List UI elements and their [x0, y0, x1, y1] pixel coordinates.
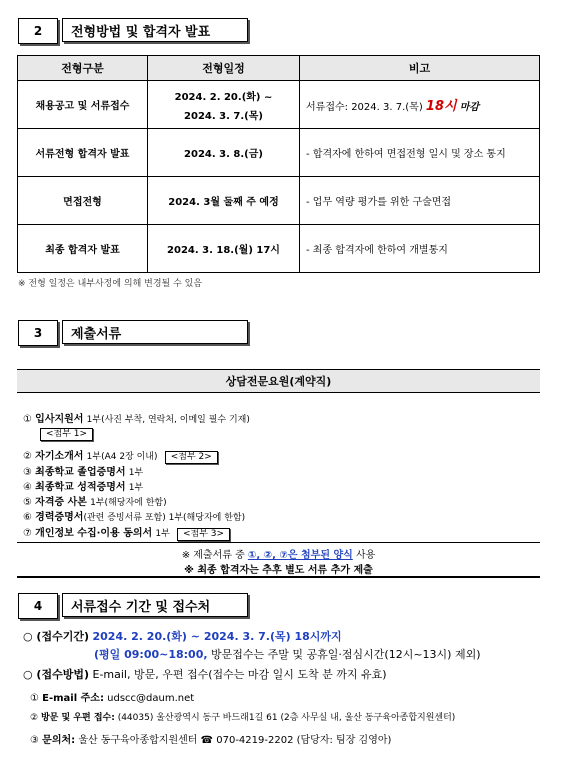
stage-cell: 채용공고 및 서류접수	[18, 81, 148, 129]
contact-address: ② 방문 및 우편 접수: (44035) 울산광역시 동구 바드래1길 61 (2층 사무실 내, 울산 동구육아종합지원센터)	[30, 713, 456, 723]
table-row	[18, 129, 540, 177]
section-number: 3	[18, 320, 58, 346]
note-cell: - 합격자에 한하여 면접전형 일시 및 장소 통지	[300, 129, 540, 177]
documents-box-header: 상담전문요원(계약직)	[17, 369, 540, 393]
contact-inquiry: ③ 문의처: 울산 동구육아종합지원센터 ☎ 070-4219-2202 (담당자: 팀장 김영아)	[30, 735, 392, 746]
list-item: ① 입사지원서 1부(사진 부착, 연락처, 이메일 필수 기재)	[23, 414, 250, 425]
note-cell: - 최종 합격자에 한하여 개별통지	[300, 225, 540, 273]
table-row	[18, 81, 540, 129]
divider	[17, 576, 540, 578]
period-line: ○ (접수기간) 2024. 2. 20.(화) ~ 2024. 3. 7.(목) 18시까지	[23, 630, 342, 643]
method-line: ○ (접수방법) E-mail, 방문, 우편 접수(접수는 마감 일시 도착 분 까지 유효)	[23, 668, 387, 681]
table-header-row	[18, 56, 540, 81]
table-header: 전형구분	[18, 56, 148, 81]
section-title: 제출서류	[62, 320, 248, 344]
list-item: ⑥ 경력증명서(관련 증빙서류 포함) 1부(해당자에 한함)	[23, 512, 246, 523]
list-item: ③ 최종학교 졸업증명서 1부	[23, 467, 144, 478]
date-cell: 2024. 2. 20.(화) ~ 2024. 3. 7.(목)	[148, 81, 300, 129]
date-cell: 2024. 3월 둘째 주 예정	[148, 177, 300, 225]
attachment-tag: <첨부 2>	[165, 451, 218, 464]
note-cell: - 업무 역량 평가를 위한 구술면접	[300, 177, 540, 225]
section-title: 전형방법 및 합격자 발표	[62, 18, 248, 42]
divider	[17, 542, 540, 543]
table-row	[18, 177, 540, 225]
list-item: ④ 최종학교 성적증명서 1부	[23, 482, 144, 493]
attachment-tag: <첨부 1>	[36, 428, 93, 441]
list-item: ⑦ 개인정보 수집·이용 동의서 1부 <첨부 3>	[23, 524, 230, 541]
documents-notice: ※ 제출서류 중 ①, ②, ⑦은 첨부된 양식 사용	[181, 550, 376, 561]
stage-cell: 면접전형	[18, 177, 148, 225]
note-cell: 서류접수: 2024. 3. 7.(목) 18시 마감	[300, 81, 540, 129]
table-header: 비고	[300, 56, 540, 81]
documents-notice: ※ 최종 합격자는 추후 별도 서류 추가 제출	[184, 565, 373, 576]
stage-cell: 최종 합격자 발표	[18, 225, 148, 273]
date-cell: 2024. 3. 8.(금)	[148, 129, 300, 177]
schedule-table	[17, 55, 540, 273]
table-header: 전형일정	[148, 56, 300, 81]
deadline-emphasis: 18시	[425, 99, 457, 114]
stage-cell: 서류전형 합격자 발표	[18, 129, 148, 177]
section-number: 4	[18, 593, 58, 619]
date-cell: 2024. 3. 18.(월) 17시	[148, 225, 300, 273]
attachment-tag: <첨부 3>	[177, 528, 230, 541]
attachment-note-link: ①, ②, ⑦은 첨부된 양식	[247, 550, 353, 561]
period-note: (평일 09:00~18:00, 방문접수는 주말 및 공휴일·점심시간(12시~13시) 제외)	[94, 648, 481, 661]
list-item: ⑤ 자격증 사본 1부(해당자에 한함)	[23, 497, 167, 508]
section-title: 서류접수 기간 및 접수처	[62, 593, 248, 617]
section-number: 2	[18, 18, 58, 44]
contact-email: ① E-mail 주소: udscc@daum.net	[30, 693, 195, 704]
table-row	[18, 225, 540, 273]
schedule-footnote: ※ 전형 일정은 내부사정에 의해 변경될 수 있음	[18, 279, 203, 289]
list-item: ② 자기소개서 1부(A4 2장 이내) <첨부 2>	[23, 447, 218, 464]
